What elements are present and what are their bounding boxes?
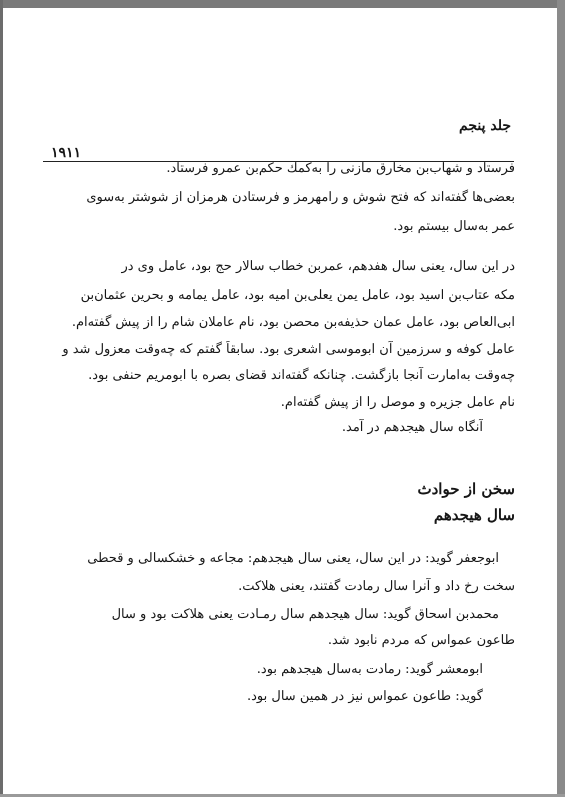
section-title-line2: سال هیجدهم [433,506,515,524]
text-line: مکه عتاب‌بن اسید بود، عامل یمن یعلی‌بن امیه بود، عامل یمامه و بحرین عثمان‌بن [80,288,515,303]
text-line: ابوجعفر گوید: در این سال، یعنی سال هیجدهم: مجاعه و خشکسالی و قحطی [87,551,499,566]
text-line: فرستاد و شهاب‌بن مخارق مازنی را به‌کمك حکم‌بن عمرو فرستاد. [166,161,515,176]
text-line: محمدبن اسحاق گوید: سال هیجدهم سال رمـادت یعنی هلاکت بود و سال [111,607,499,622]
section-title-line1: سخن از حوادث [417,480,515,498]
book-page [3,8,557,794]
text-line: چه‌وقت به‌امارت آنجا بازگشت. چنانکه گفته‌اند قضای بصره با ابومریم حنفی بود. [88,368,515,383]
running-head: جلد پنجم [459,118,511,134]
text-line: ابی‌العاص بود، عامل عمان حذیفه‌بن محصن بود، نام عاملان شام را از پیش گفته‌ام. [71,315,515,330]
text-line: سخت رخ داد و آنرا سال رمادت گفتند، یعنی هلاکت. [238,579,515,594]
text-line: طاعون عمواس که مردم نابود شد. [327,633,515,648]
window-right-border [557,0,565,797]
window-top-border [0,0,565,8]
page-number: ۱۹۱۱ [51,145,82,161]
text-line: بعضی‌ها گفته‌اند که فتح شوش و رامهرمز و فرستادن هرمزان از شوشتر به‌سوی [86,190,515,205]
text-line: گوید: طاعون عمواس نیز در همین سال بود. [247,689,483,704]
text-line: عمر به‌سال بیستم بود. [393,219,515,234]
text-line: ابومعشر گوید: رمادت به‌سال هیجدهم بود. [256,662,483,677]
text-line: عامل کوفه و سرزمین آن ابوموسی اشعری بود. سابقاً گفتم که چه‌وقت معزول شد و [62,342,515,357]
text-line: آنگاه سال هیجدهم در آمد. [341,420,483,435]
text-line: نام عامل جزیره و موصل را از پیش گفته‌ام. [280,395,515,410]
text-line: در این سال، یعنی سال هفدهم، عمربن خطاب سالار حج بود، عامل وی در [121,259,515,274]
